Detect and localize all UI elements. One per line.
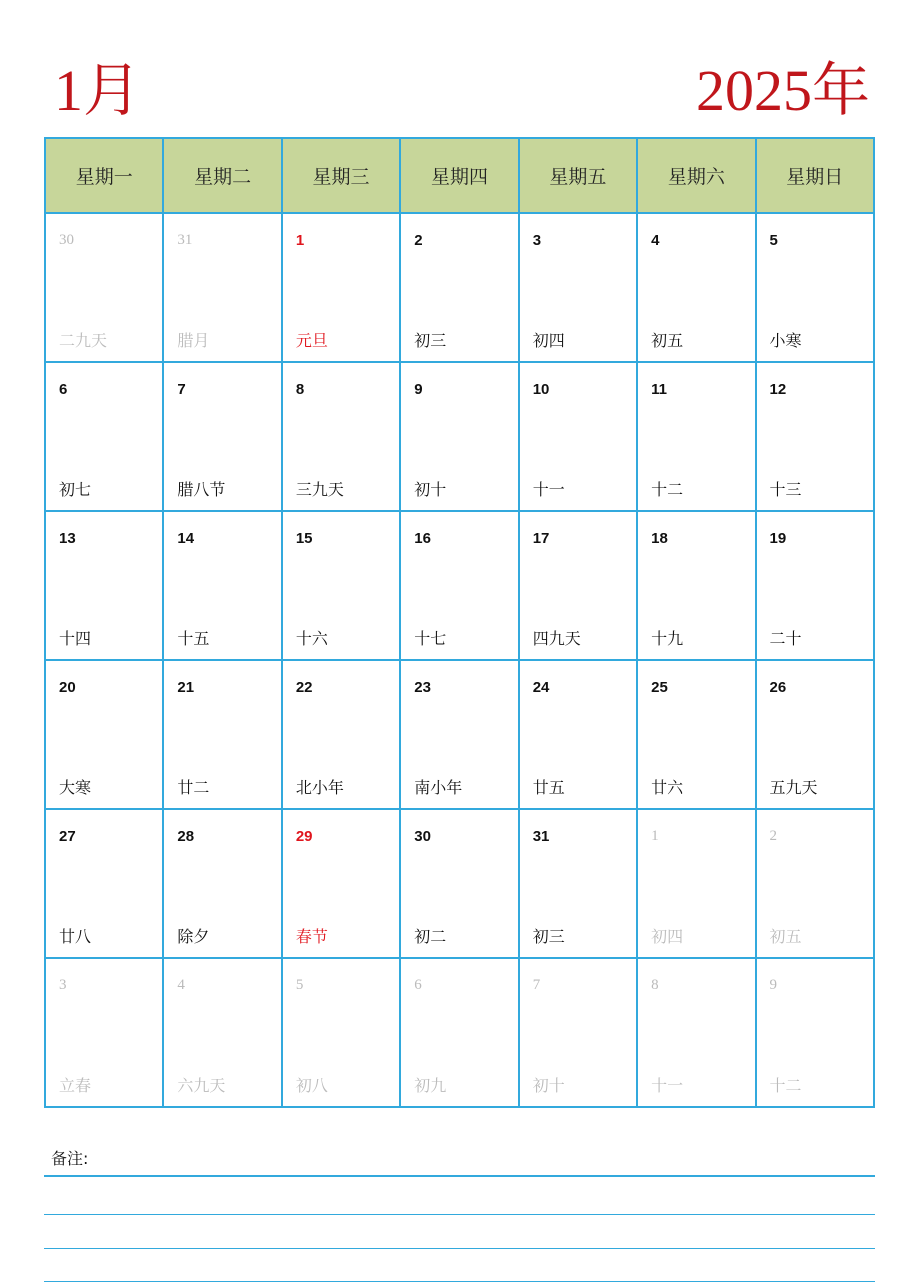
lunar-date: 十六: [295, 629, 328, 648]
lunar-date: 初五: [769, 927, 802, 946]
day-cell[interactable]: [519, 362, 637, 511]
day-number: 3: [532, 232, 542, 249]
day-number: 1: [295, 232, 305, 249]
day-number: 11: [651, 381, 667, 398]
week-row: [45, 809, 874, 958]
day-cell[interactable]: [45, 213, 163, 362]
day-cell[interactable]: [519, 809, 637, 958]
week-row: [45, 958, 874, 1107]
day-cell[interactable]: [282, 958, 400, 1107]
day-cell[interactable]: [282, 213, 400, 362]
lunar-date: 初八: [295, 1076, 328, 1095]
lunar-date: 初三: [414, 331, 447, 350]
lunar-date: 十四: [59, 629, 92, 648]
lunar-date: 廿六: [651, 778, 684, 797]
lunar-date: 初四: [532, 331, 565, 350]
week-row: [45, 511, 874, 660]
lunar-date: 二九天: [59, 331, 108, 350]
day-cell[interactable]: [637, 660, 755, 809]
weekday-header: 星期五: [519, 138, 637, 213]
lunar-date: 初九: [414, 1076, 447, 1095]
notes-label: 备注:: [51, 1149, 89, 1168]
week-row: [45, 660, 874, 809]
day-number: 8: [295, 381, 305, 398]
day-cell[interactable]: [756, 809, 874, 958]
lunar-date: 廿五: [532, 778, 565, 797]
lunar-date: 元旦: [295, 331, 328, 350]
day-cell[interactable]: [282, 660, 400, 809]
weekday-header: 星期一: [45, 138, 163, 213]
day-number: 17: [532, 530, 550, 547]
day-number: 7: [177, 381, 186, 398]
day-cell[interactable]: [756, 660, 874, 809]
day-number: 21: [177, 679, 195, 696]
week-row: [45, 362, 874, 511]
day-number: 14: [177, 530, 195, 547]
day-number: 2: [414, 232, 423, 249]
day-number: 4: [177, 977, 185, 993]
calendar-grid: [44, 137, 875, 1108]
lunar-date: 三九天: [295, 480, 344, 499]
lunar-date: 腊八节: [177, 480, 226, 499]
day-cell[interactable]: [756, 511, 874, 660]
day-number: 8: [651, 977, 659, 993]
day-cell[interactable]: [400, 809, 518, 958]
lunar-date: 十二: [651, 480, 684, 499]
day-cell[interactable]: [163, 362, 281, 511]
day-number: 4: [651, 232, 660, 249]
day-cell[interactable]: [45, 362, 163, 511]
lunar-date: 十三: [769, 480, 802, 499]
day-cell[interactable]: [163, 213, 281, 362]
month-title: 1月: [54, 58, 142, 123]
day-cell[interactable]: [637, 511, 755, 660]
lunar-date: 五九天: [769, 778, 818, 797]
day-number: 26: [769, 679, 787, 696]
lunar-date: 初四: [651, 927, 684, 946]
day-number: 31: [177, 232, 193, 248]
day-cell[interactable]: [400, 213, 518, 362]
year-title: 2025年: [695, 58, 870, 123]
day-cell[interactable]: [637, 958, 755, 1107]
day-number: 28: [177, 828, 195, 845]
day-number: 7: [532, 977, 541, 993]
day-number: 19: [769, 530, 787, 547]
lunar-date: 初七: [59, 480, 92, 499]
day-number: 3: [59, 977, 67, 993]
lunar-date: 初三: [532, 927, 565, 946]
lunar-date: 初二: [414, 927, 447, 946]
lunar-date: 春节: [295, 927, 328, 946]
day-number: 18: [651, 530, 668, 547]
day-cell[interactable]: [163, 809, 281, 958]
day-number: 23: [414, 679, 431, 696]
day-cell[interactable]: [519, 958, 637, 1107]
weekday-header-row: [45, 138, 874, 213]
day-cell[interactable]: [45, 660, 163, 809]
lunar-date: 大寒: [59, 778, 92, 797]
day-number: 31: [532, 828, 550, 845]
day-cell[interactable]: [400, 511, 518, 660]
lunar-date: 初十: [414, 480, 447, 499]
lunar-date: 腊月: [177, 331, 210, 350]
day-cell[interactable]: [637, 809, 755, 958]
day-cell[interactable]: [637, 213, 755, 362]
lunar-date: 廿八: [59, 927, 92, 946]
day-cell[interactable]: [163, 958, 281, 1107]
day-number: 9: [769, 977, 778, 993]
day-cell[interactable]: [282, 511, 400, 660]
day-number: 6: [59, 381, 68, 398]
calendar-body: [45, 213, 874, 1107]
day-number: 25: [651, 679, 668, 696]
day-cell[interactable]: [519, 213, 637, 362]
lunar-date: 南小年: [414, 778, 463, 797]
day-number: 15: [295, 530, 313, 547]
day-cell[interactable]: [400, 362, 518, 511]
day-cell[interactable]: [163, 511, 281, 660]
week-row: [45, 213, 874, 362]
lunar-date: 十九: [651, 629, 684, 648]
lunar-date: 十五: [177, 629, 210, 648]
day-number: 30: [414, 828, 431, 845]
day-number: 5: [295, 977, 304, 993]
day-number: 6: [414, 977, 422, 993]
note-line: [44, 1248, 875, 1249]
day-cell[interactable]: [45, 958, 163, 1107]
lunar-date: 立春: [59, 1076, 92, 1095]
weekday-header: 星期三: [282, 138, 400, 213]
day-cell[interactable]: [282, 362, 400, 511]
day-cell[interactable]: [519, 511, 637, 660]
day-cell[interactable]: [282, 809, 400, 958]
weekday-header: 星期四: [400, 138, 518, 213]
lunar-date: 十七: [414, 629, 447, 648]
note-line: [44, 1281, 875, 1282]
day-cell[interactable]: [45, 809, 163, 958]
day-cell[interactable]: [45, 511, 163, 660]
day-cell[interactable]: [519, 660, 637, 809]
day-cell[interactable]: [756, 958, 874, 1107]
note-line: [44, 1175, 875, 1177]
day-number: 10: [532, 381, 550, 398]
lunar-date: 初五: [651, 331, 684, 350]
day-cell[interactable]: [163, 660, 281, 809]
day-number: 24: [532, 679, 550, 696]
weekday-header: 星期日: [756, 138, 874, 213]
lunar-date: 二十: [769, 629, 802, 648]
day-number: 12: [769, 381, 787, 398]
weekday-header: 星期二: [163, 138, 281, 213]
lunar-date: 除夕: [177, 927, 210, 946]
lunar-date: 廿二: [177, 778, 210, 797]
lunar-date: 小寒: [769, 331, 802, 350]
day-number: 13: [59, 530, 76, 547]
day-number: 1: [651, 828, 659, 844]
day-cell[interactable]: [637, 362, 755, 511]
day-number: 20: [59, 679, 76, 696]
day-number: 29: [295, 828, 313, 845]
lunar-date: 六九天: [177, 1076, 226, 1095]
lunar-date: 北小年: [295, 778, 344, 797]
note-line: [44, 1214, 875, 1215]
day-cell[interactable]: [400, 958, 518, 1107]
day-number: 2: [769, 828, 778, 844]
day-cell[interactable]: [756, 213, 874, 362]
day-number: 27: [59, 828, 76, 845]
day-number: 16: [414, 530, 431, 547]
day-cell[interactable]: [400, 660, 518, 809]
day-number: 30: [59, 232, 74, 248]
lunar-date: 初十: [532, 1076, 565, 1095]
lunar-date: 四九天: [532, 629, 581, 648]
day-number: 5: [769, 232, 778, 249]
day-number: 22: [295, 679, 313, 696]
lunar-date: 十二: [769, 1076, 802, 1095]
lunar-date: 十一: [651, 1076, 684, 1095]
lunar-date: 十一: [532, 480, 565, 499]
weekday-header: 星期六: [637, 138, 755, 213]
day-cell[interactable]: [756, 362, 874, 511]
day-number: 9: [414, 381, 423, 398]
